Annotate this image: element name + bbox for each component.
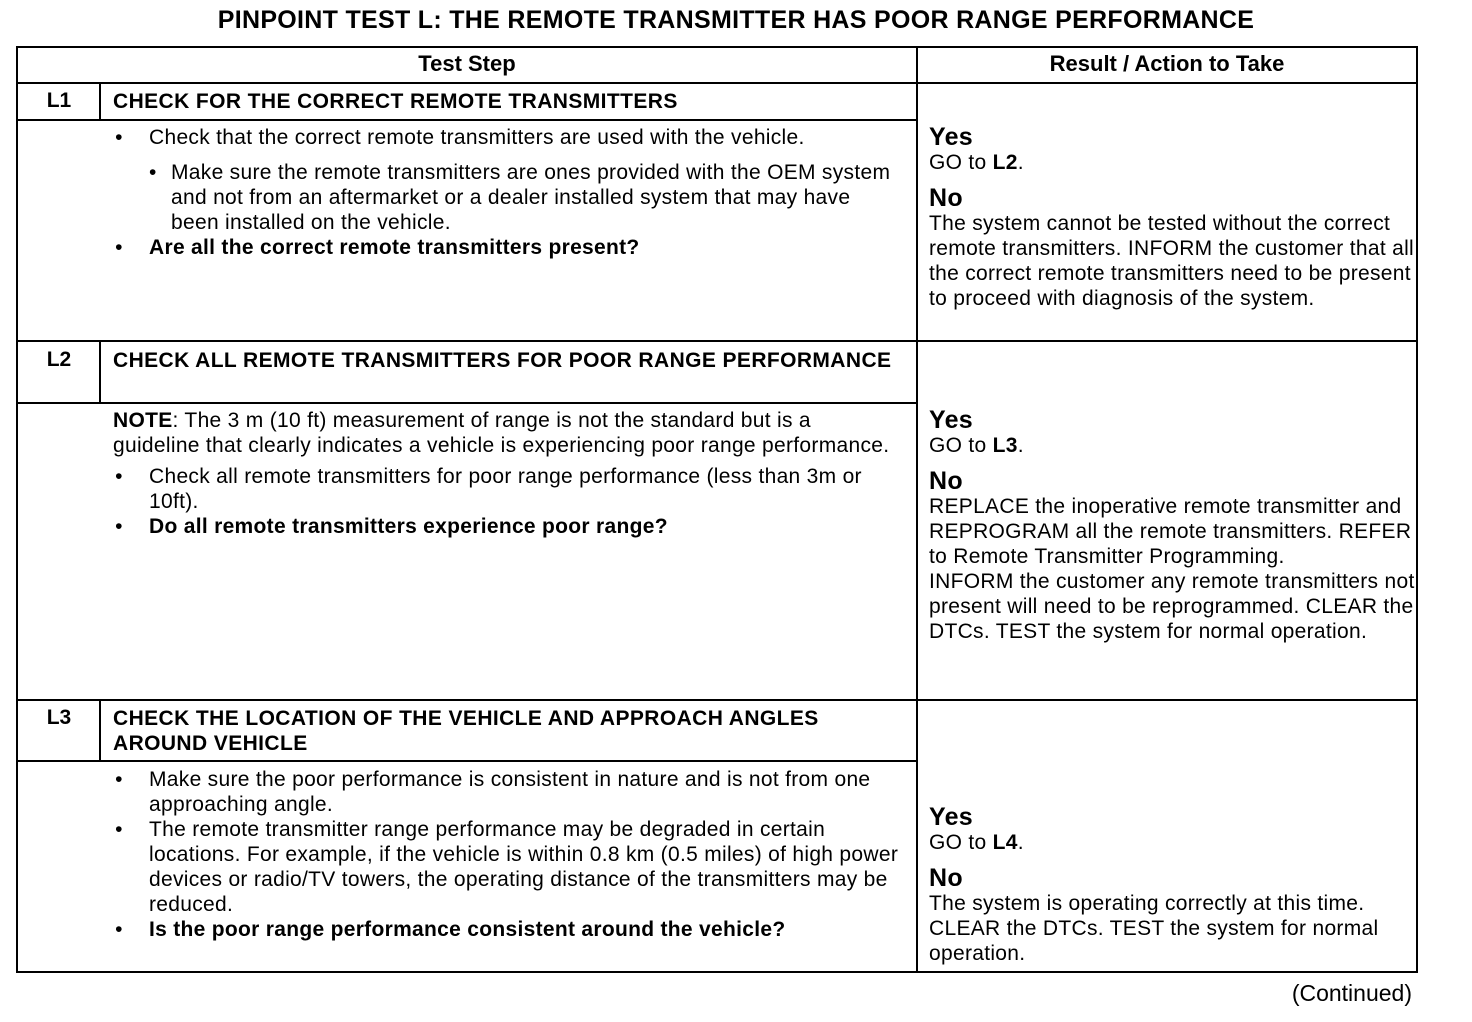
bullet-glyph: • xyxy=(115,768,123,791)
list-item xyxy=(113,767,903,817)
yes-target: L3 xyxy=(992,434,1018,457)
result-cell xyxy=(929,407,1415,644)
no-text: The system is operating correctly at this time. CLEAR the DTCs. TEST the system for normal operation. xyxy=(929,892,1379,965)
list-item xyxy=(113,235,903,260)
bullet-text: The remote transmitter range performance may be degraded in certain locations. For example, if the vehicle is within 0.8 km (0.5 miles) of high power devices or radio/TV towers, the operating distance of the transmitters may be reduced. xyxy=(149,818,899,916)
bullet-text: Check that the correct remote transmitters are used with the vehicle. xyxy=(149,126,805,149)
bullet-glyph: • xyxy=(149,161,157,184)
bullet-glyph: • xyxy=(115,818,123,841)
bullet-question: Do all remote transmitters experience poor range? xyxy=(149,515,668,538)
no-text: REPLACE the inoperative remote transmitter and REPROGRAM all the remote transmitters. REFER to Remote Transmitter Programming. xyxy=(929,495,1412,568)
bullet-text: Make sure the remote transmitters are ones provided with the OEM system and not from an aftermarket or a dealer installed system that may have been installed on the vehicle. xyxy=(171,161,891,234)
note-text: : The 3 m (10 ft) measurement of range is not the standard but is a guideline that clearly indicates a vehicle is experiencing poor range performance. xyxy=(113,409,890,457)
row-divider xyxy=(16,760,918,762)
no-text: INFORM the customer any remote transmitters not present will need to be reprogrammed. CLEAR the DTCs. TEST the system for normal operation. xyxy=(929,570,1415,643)
yes-text: GO to xyxy=(929,831,993,854)
step-heading: CHECK THE LOCATION OF THE VEHICLE AND APPROACH ANGLES AROUND VEHICLE xyxy=(113,707,819,755)
bullet-glyph: • xyxy=(115,236,123,259)
no-text: The system cannot be tested without the correct remote transmitters. INFORM the customer that all the correct remote transmitters need to be present to proceed with diagnosis of the system. xyxy=(929,212,1414,310)
page-title: PINPOINT TEST L: THE REMOTE TRANSMITTER HAS POOR RANGE PERFORMANCE xyxy=(217,6,1255,34)
step-divider xyxy=(16,699,1418,701)
bullet-text: Check all remote transmitters for poor range performance (less than 3m or 10ft). xyxy=(149,465,862,513)
step-id: L2 xyxy=(46,348,72,371)
yes-action: GO to L3. xyxy=(929,434,1024,457)
header-test-step: Test Step xyxy=(418,51,516,76)
bullet-text: Make sure the poor performance is consistent in nature and is not from one approaching angle. xyxy=(149,768,871,816)
step-divider xyxy=(16,340,1418,342)
no-label: No xyxy=(929,864,963,892)
step-id: L3 xyxy=(46,706,72,729)
list-item xyxy=(113,125,903,150)
header-divider xyxy=(16,82,1418,84)
yes-action: GO to L4. xyxy=(929,831,1024,854)
header-result: Result / Action to Take xyxy=(1049,51,1285,76)
step-body xyxy=(113,408,903,539)
bullet-glyph: • xyxy=(115,465,123,488)
yes-target: L2 xyxy=(992,151,1018,174)
list-item xyxy=(113,817,903,917)
yes-target: L4 xyxy=(992,831,1018,854)
result-cell xyxy=(929,124,1415,311)
bullet-glyph: • xyxy=(115,918,123,941)
list-item xyxy=(113,464,903,514)
no-label: No xyxy=(929,467,963,495)
result-cell xyxy=(929,804,1415,966)
no-label: No xyxy=(929,184,963,212)
step-heading: CHECK FOR THE CORRECT REMOTE TRANSMITTERS xyxy=(113,90,678,113)
step-heading: CHECK ALL REMOTE TRANSMITTERS FOR POOR RANGE PERFORMANCE xyxy=(113,349,892,372)
yes-label: Yes xyxy=(929,803,974,831)
yes-label: Yes xyxy=(929,406,974,434)
list-item xyxy=(113,160,903,235)
bullet-question: Are all the correct remote transmitters present? xyxy=(149,236,640,259)
row-divider xyxy=(16,119,918,121)
bullet-glyph: • xyxy=(115,515,123,538)
yes-text: GO to xyxy=(929,151,993,174)
list-item xyxy=(113,917,903,942)
continued-note: (Continued) xyxy=(1291,980,1412,1006)
list-item xyxy=(113,514,903,539)
yes-label: Yes xyxy=(929,123,974,151)
note xyxy=(113,408,903,458)
step-body xyxy=(113,767,903,942)
yes-text: GO to xyxy=(929,434,993,457)
column-divider xyxy=(916,46,918,973)
note-label: NOTE xyxy=(113,409,173,432)
row-divider xyxy=(16,402,918,404)
step-id: L1 xyxy=(46,89,72,112)
bullet-glyph: • xyxy=(115,126,123,149)
yes-action: GO to L2. xyxy=(929,151,1024,174)
step-body xyxy=(113,125,903,260)
bullet-question: Is the poor range performance consistent around the vehicle? xyxy=(149,918,786,941)
